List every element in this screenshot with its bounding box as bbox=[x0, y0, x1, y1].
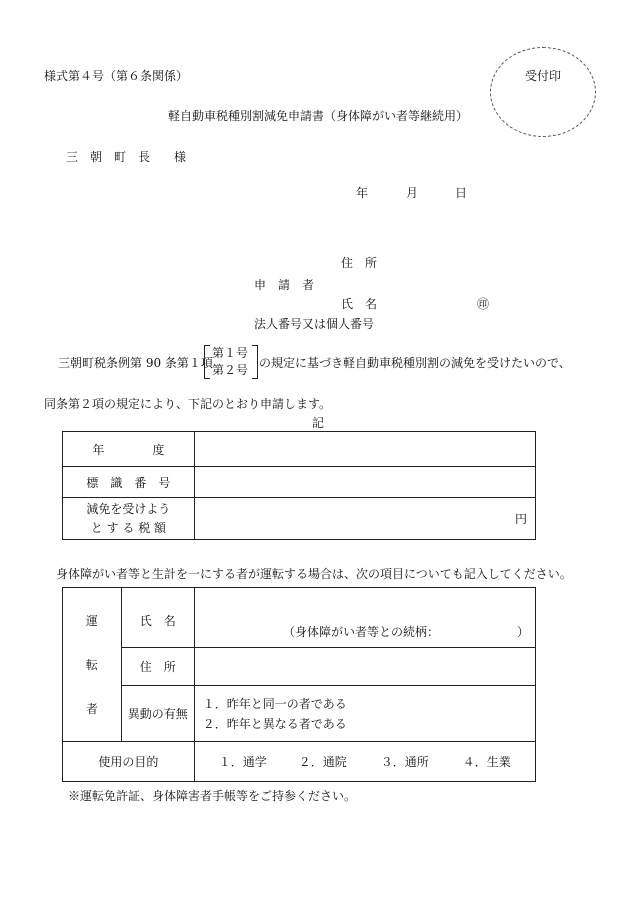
purpose-label: 使用の目的 bbox=[63, 742, 195, 782]
ki-heading: 記 bbox=[312, 416, 325, 430]
applicant-label: 申 請 者 bbox=[254, 278, 315, 292]
driver-name-field[interactable] bbox=[194, 588, 535, 648]
reception-stamp-area bbox=[490, 47, 596, 137]
yen-unit: 円 bbox=[514, 512, 527, 526]
purpose-options bbox=[194, 742, 535, 782]
page-title: 軽自動車税種別割減免申請書（身体障がい者等継続用） bbox=[168, 109, 469, 123]
change-option-2[interactable]: ２．昨年と異なる者である bbox=[202, 716, 347, 731]
article-bracket bbox=[204, 343, 258, 379]
purpose-option-facility[interactable]: ３．通所 bbox=[380, 755, 429, 769]
purpose-option-commute-school[interactable]: １．通学 bbox=[218, 755, 267, 769]
purpose-option-business[interactable]: ４．生業 bbox=[462, 755, 511, 769]
tax-amount-label bbox=[63, 498, 195, 540]
driver-char-3: 者 bbox=[85, 701, 98, 716]
applicant-address-label: 住 所 bbox=[341, 256, 378, 270]
bracket-left bbox=[204, 345, 210, 379]
plate-number-label: 標 識 番 号 bbox=[63, 467, 195, 498]
driver-char-2: 転 bbox=[85, 657, 98, 672]
change-label: 異動の有無 bbox=[121, 686, 194, 742]
driver-address-field[interactable] bbox=[194, 648, 535, 686]
driver-note: 身体障がい者等と生計を一にする者が運転する場合は、次の項目についても記入してください。 bbox=[56, 567, 572, 581]
option-2: 第２号 bbox=[212, 363, 249, 377]
body-text-2: の規定に基づき軽自動車税種別割の減免を受けたいので、 bbox=[259, 356, 571, 370]
date-day: 日 bbox=[455, 186, 468, 200]
applicant-name-label: 氏 名 bbox=[341, 297, 378, 311]
year-label: 年 度 bbox=[63, 432, 195, 467]
tax-table bbox=[62, 431, 536, 540]
bracket-right bbox=[252, 345, 258, 379]
date-year: 年 bbox=[356, 186, 369, 200]
driver-address-label: 住 所 bbox=[121, 648, 194, 686]
change-option-1[interactable]: １．昨年と同一の者である bbox=[202, 696, 347, 711]
body-text-1: 三朝町税条例第 90 条第１項 bbox=[58, 356, 213, 370]
change-options bbox=[194, 686, 535, 742]
body-text-3: 同条第２項の規定により、下記のとおり申請します。 bbox=[44, 397, 332, 411]
date-month: 月 bbox=[406, 186, 419, 200]
purpose-option-hospital[interactable]: ２．通院 bbox=[298, 755, 347, 769]
plate-number-field[interactable] bbox=[194, 467, 535, 498]
year-field[interactable] bbox=[194, 432, 535, 467]
tax-amount-label-line2: と す る 税 額 bbox=[90, 520, 167, 535]
form-number: 様式第４号（第６条関係） bbox=[44, 69, 189, 83]
stamp-label: 受付印 bbox=[524, 69, 561, 83]
driver-table bbox=[62, 587, 536, 782]
tax-amount-field[interactable] bbox=[194, 498, 535, 540]
option-1: 第１号 bbox=[212, 346, 249, 360]
corp-number-label: 法人番号又は個人番号 bbox=[254, 317, 375, 331]
tax-amount-label-line1: 減免を受けよう bbox=[86, 501, 171, 516]
driver-char-1: 運 bbox=[85, 613, 98, 628]
seal-mark: ㊞ bbox=[477, 297, 490, 311]
addressee: 三 朝 町 長 様 bbox=[66, 150, 187, 164]
driver-label bbox=[63, 588, 122, 742]
driver-name-label: 氏 名 bbox=[121, 588, 194, 648]
footnote: ※運転免許証、身体障害者手帳等をご持参ください。 bbox=[68, 789, 357, 803]
relation-note: （身体障がい者等との続柄： ） bbox=[282, 625, 529, 639]
